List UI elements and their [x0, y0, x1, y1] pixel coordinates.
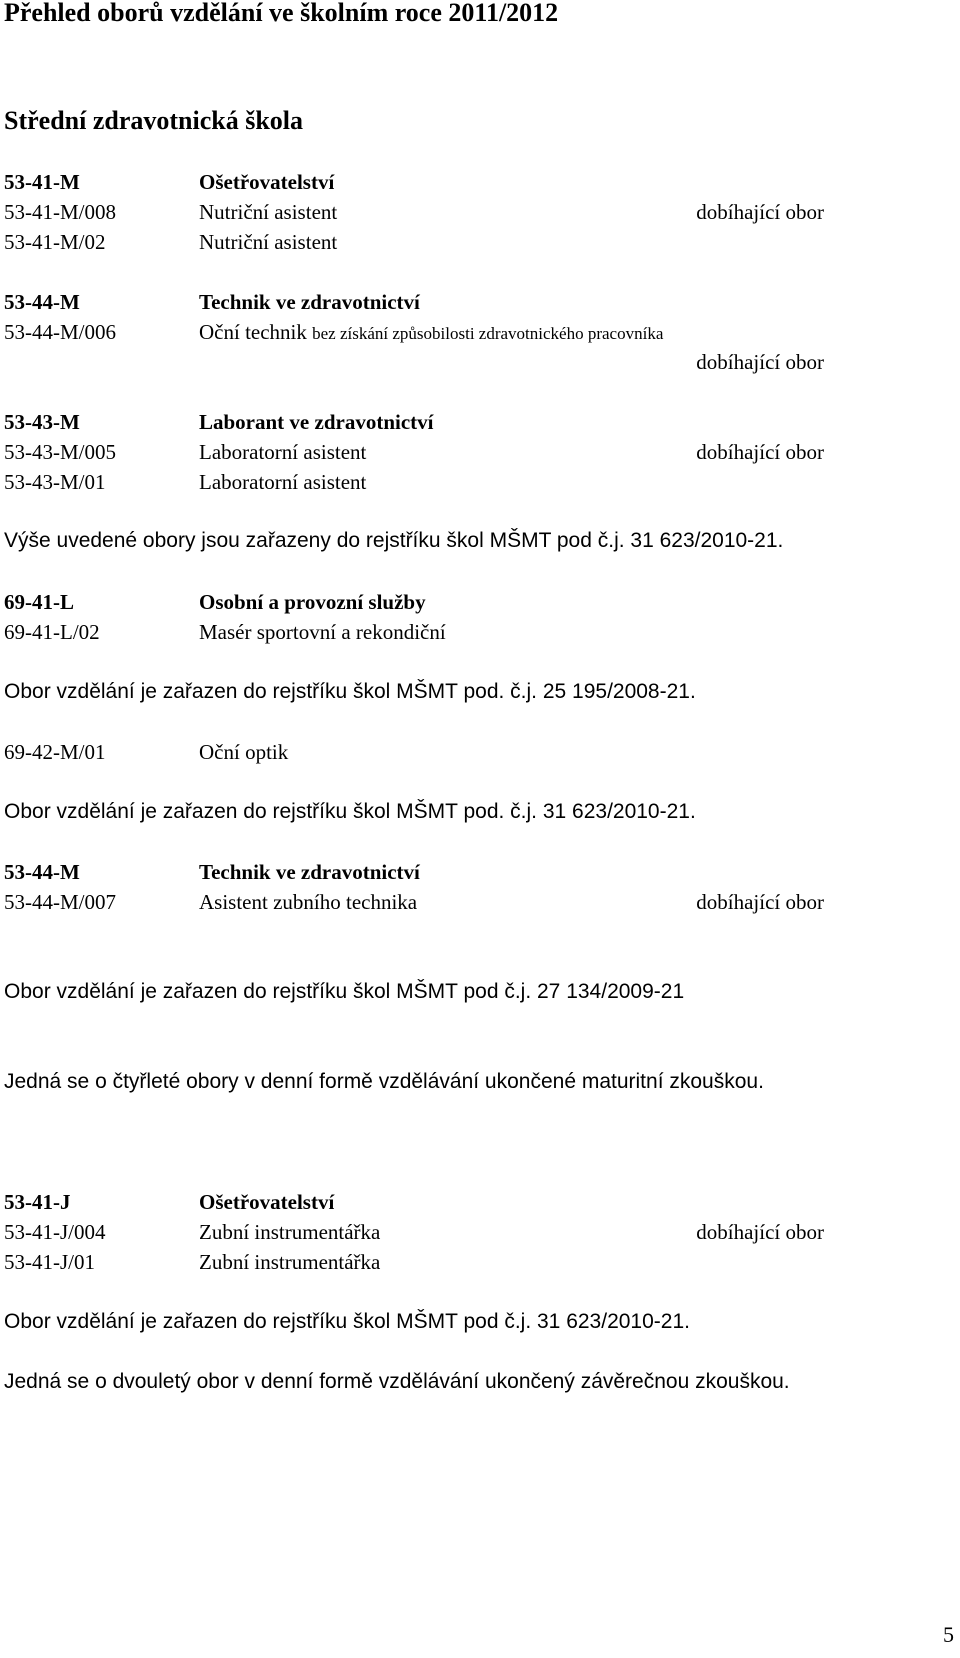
field-name: Masér sportovní a rekondiční: [199, 620, 446, 644]
field-code: 69-41-L: [4, 590, 74, 614]
field-name: Ošetřovatelství: [199, 170, 335, 194]
table-row: [4, 228, 824, 256]
field-name: Zubní instrumentářka: [199, 1250, 381, 1274]
field-code: 53-41-M: [4, 170, 80, 194]
field-name: [199, 318, 663, 348]
table-row: [4, 858, 824, 886]
table-row: [4, 738, 824, 766]
page-number: 5: [943, 1622, 954, 1647]
field-code: 53-41-J/004: [4, 1220, 106, 1244]
field-name: Technik ve zdravotnictví: [199, 290, 420, 314]
table-row: [4, 348, 824, 376]
registry-note: Obor vzdělání je zařazen do rejstříku škol MŠMT pod. č.j. 31 623/2010-21.: [4, 800, 696, 823]
field-name: Laborant ve zdravotnictví: [199, 410, 434, 434]
field-code: 69-42-M/01: [4, 740, 106, 764]
summary-note: Jedná se o dvouletý obor v denní formě vzdělávání ukončený závěrečnou zkouškou.: [4, 1370, 790, 1393]
field-code: 53-44-M: [4, 860, 80, 884]
field-name: Ošetřovatelství: [199, 1190, 335, 1214]
table-row: [4, 198, 824, 226]
field-name: Laboratorní asistent: [199, 440, 367, 464]
table-row: [4, 438, 824, 466]
table-row: [4, 1248, 824, 1276]
field-name: Zubní instrumentářka: [199, 1220, 381, 1244]
field-name: Nutriční asistent: [199, 230, 338, 254]
field-name-note: bez získání způsobilosti zdravotnického pracovníka: [312, 324, 664, 343]
summary-note: Jedná se o čtyřleté obory v denní formě vzdělávání ukončené maturitní zkouškou.: [4, 1070, 764, 1093]
registry-note: Obor vzdělání je zařazen do rejstříku škol MŠMT pod č.j. 27 134/2009-21: [4, 980, 685, 1003]
field-code: 53-44-M/007: [4, 890, 116, 914]
status-label: dobíhající obor: [696, 440, 824, 464]
status-label: dobíhající obor: [696, 350, 824, 374]
status-label: dobíhající obor: [696, 1220, 824, 1244]
field-code: 53-43-M/005: [4, 440, 116, 464]
page-title: Přehled oborů vzdělání ve školním roce 2011/2012: [4, 0, 559, 27]
field-name: Laboratorní asistent: [199, 470, 367, 494]
field-code: 53-41-J: [4, 1190, 71, 1214]
table-row: [4, 888, 824, 916]
field-name: Osobní a provozní služby: [199, 590, 426, 614]
registry-note: Obor vzdělání je zařazen do rejstříku škol MŠMT pod. č.j. 25 195/2008-21.: [4, 680, 696, 703]
field-name: Asistent zubního technika: [199, 890, 418, 914]
field-name: Oční optik: [199, 740, 289, 764]
field-code: 53-43-M: [4, 410, 80, 434]
table-row: [4, 1188, 824, 1216]
table-row: [4, 588, 824, 616]
table-row: [4, 318, 824, 346]
registry-note: Výše uvedené obory jsou zařazeny do rejstříku škol MŠMT pod č.j. 31 623/2010-21.: [4, 529, 784, 552]
field-code: 69-41-L/02: [4, 620, 100, 644]
field-code: 53-44-M/006: [4, 320, 116, 344]
school-name: Střední zdravotnická škola: [4, 106, 304, 135]
field-code: 53-43-M/01: [4, 470, 106, 494]
table-row: [4, 408, 824, 436]
table-row: [4, 168, 824, 196]
table-row: [4, 618, 824, 646]
field-code: 53-41-J/01: [4, 1250, 95, 1274]
field-code: 53-41-M/008: [4, 200, 116, 224]
field-name: Nutriční asistent: [199, 200, 338, 224]
table-row: [4, 1218, 824, 1246]
table-row: [4, 468, 824, 496]
field-name: Technik ve zdravotnictví: [199, 860, 420, 884]
status-label: dobíhající obor: [696, 890, 824, 914]
field-code: 53-41-M/02: [4, 230, 106, 254]
field-name-main: Oční technik: [199, 320, 307, 344]
registry-note: Obor vzdělání je zařazen do rejstříku škol MŠMT pod č.j. 31 623/2010-21.: [4, 1310, 690, 1333]
field-code: 53-44-M: [4, 290, 80, 314]
table-row: [4, 288, 824, 316]
status-label: dobíhající obor: [696, 200, 824, 224]
